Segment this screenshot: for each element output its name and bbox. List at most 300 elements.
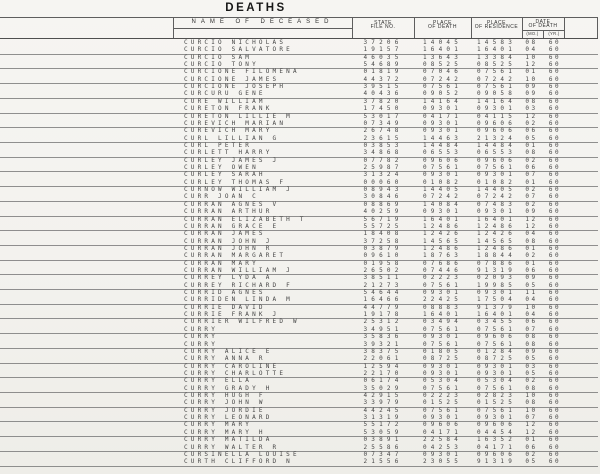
state-file-no-cell: 19178 [363,311,403,319]
name-cell: CURNOW WILLIAM J [184,186,293,194]
name-cell: CURREY RICHARD F [184,281,293,289]
state-file-no-cell: 23615 [363,134,403,142]
name-cell: CURRY ANNA R [184,355,266,363]
table-row [0,76,598,83]
place-of-residence-cell: 14565 [476,237,517,245]
place-of-residence-cell: 09301 [476,208,517,216]
death-month-cell: 07 [525,171,538,179]
place-of-death-cell: 09301 [422,289,463,297]
state-file-no-cell: 07782 [363,156,403,164]
death-month-cell: 10 [525,53,538,61]
name-cell: CURRIER WILFRED W [184,318,300,326]
place-of-death-cell: 07561 [422,83,463,91]
place-of-residence-cell: 19985 [476,281,517,289]
name-cell: CURL LILLIAN G [184,134,280,142]
column-header-month: (MO.) [526,31,539,36]
death-month-cell: 10 [525,392,538,400]
name-cell: CURCURU GENE [184,90,266,98]
state-file-no-cell: 07347 [363,450,403,458]
state-file-no-cell: 42915 [363,392,403,400]
state-file-no-cell: 22170 [363,369,403,377]
name-cell: CURRY [184,333,219,341]
death-month-cell: 12 [525,61,538,69]
table-row [0,164,598,171]
state-file-no-cell: 08943 [363,186,403,194]
death-year-cell: 60 [548,186,562,194]
death-year-cell: 60 [548,289,562,297]
place-of-residence-cell: 09058 [476,90,517,98]
place-of-residence-cell: 13384 [476,53,517,61]
state-file-no-cell: 26748 [363,127,403,135]
place-of-death-cell: 07561 [422,164,463,172]
death-year-cell: 60 [548,311,562,319]
place-of-death-cell: 14463 [422,134,463,142]
place-of-residence-cell: 09606 [476,119,517,127]
table-row [0,61,598,68]
table-row [0,399,598,406]
death-year-cell: 60 [548,325,562,333]
death-month-cell: 02 [525,377,538,385]
state-file-no-cell: 03891 [363,436,403,444]
state-file-no-cell: 54644 [363,289,403,297]
place-of-residence-cell: 18844 [476,252,517,260]
death-month-cell: 01 [525,259,538,267]
death-year-cell: 60 [548,318,562,326]
state-file-no-cell: 25312 [363,318,403,326]
place-of-death-cell: 09301 [422,127,463,135]
place-of-residence-cell: 04115 [476,112,517,120]
death-month-cell: 03 [525,105,538,113]
death-year-cell: 60 [548,208,562,216]
place-of-death-cell: 07446 [422,267,463,274]
table-row [0,127,598,134]
name-cell: CURSINELLA LOUISE [184,450,300,458]
death-month-cell: 08 [525,340,538,348]
death-month-cell: 10 [525,75,538,83]
place-of-death-cell: 01082 [422,178,463,186]
death-year-cell: 60 [548,149,562,157]
name-cell: CURRY LEONARD [184,414,273,422]
table-row [0,414,598,421]
table-row [0,223,598,230]
death-year-cell: 60 [548,333,562,341]
death-year-cell: 60 [548,178,562,186]
state-file-no-cell: 37820 [363,97,403,105]
death-year-cell: 60 [548,90,562,98]
state-file-no-cell: 25987 [363,164,403,172]
name-cell: CURCIONE FILOMENA [184,68,300,76]
name-cell: CURRAN MARY [184,259,259,267]
place-of-residence-cell: 12426 [476,230,517,238]
state-file-no-cell: 25586 [363,443,403,451]
table-row [0,451,598,458]
place-of-death-cell: 09301 [422,208,463,216]
death-month-cell: 12 [525,222,538,230]
place-of-death-cell: 09301 [422,369,463,377]
table-row [0,90,598,97]
state-file-no-cell: 37206 [363,39,403,46]
state-file-no-cell: 30846 [363,193,403,201]
death-year-cell: 60 [548,458,562,466]
table-row [0,377,598,384]
death-month-cell: 12 [525,215,538,223]
name-cell: CURLEY THOMAS F [184,178,287,186]
death-month-cell: 11 [525,289,538,297]
header-vrule-date-right [564,17,565,38]
place-of-residence-cell: 16352 [476,436,517,444]
place-of-death-cell: 14565 [422,237,463,245]
name-cell: CURRAN JOHN J [184,237,273,245]
place-of-residence-cell: 07561 [476,406,517,414]
death-year-cell: 60 [548,406,562,414]
name-cell: CURRY ELLA [184,377,253,385]
state-file-no-cell: 16466 [363,296,403,304]
death-year-cell: 60 [548,75,562,83]
table-row [0,282,598,289]
death-month-cell: 06 [525,267,538,274]
table-row [0,98,598,105]
death-month-cell: 07 [525,325,538,333]
place-of-death-cell: 09606 [422,156,463,164]
death-month-cell: 08 [525,97,538,105]
place-of-residence-cell: 14484 [476,141,517,149]
place-of-death-cell: 12486 [422,222,463,230]
table-row [0,436,598,443]
state-file-no-cell: 38511 [363,274,403,282]
place-of-residence-cell: 04454 [476,428,517,436]
name-cell: CURRAN ELIZABETH T [184,215,307,223]
state-file-no-cell: 03879 [363,244,403,252]
place-of-death-cell: 14405 [422,186,463,194]
death-year-cell: 60 [548,355,562,363]
name-cell: CURRAN MARGARET [184,252,287,260]
name-cell: CURCIONE JOSEPH [184,83,287,91]
place-of-death-cell: 06553 [422,149,463,157]
place-of-death-cell: 14045 [422,39,463,46]
death-month-cell: 10 [525,406,538,414]
header-top-rule [0,17,598,18]
table-row [0,68,598,75]
state-file-no-cell: 31319 [363,414,403,422]
death-year-cell: 60 [548,237,562,245]
place-of-death-cell: 09301 [422,414,463,422]
place-of-death-cell: 23055 [422,458,463,466]
place-of-death-cell: 14164 [422,97,463,105]
place-of-residence-cell: 17504 [476,296,517,304]
place-of-residence-cell: 07561 [476,384,517,392]
place-of-residence-cell: 02823 [476,392,517,400]
name-cell: CURRIE DAVID [184,303,266,311]
place-of-residence-cell: 08525 [476,61,517,69]
state-file-no-cell: 53059 [363,428,403,436]
state-file-no-cell: 53017 [363,112,403,120]
state-file-no-cell: 21273 [363,281,403,289]
name-cell: CURTH CLIFFORD N [184,458,293,466]
name-cell: CURRAN JOHN R [184,244,273,252]
death-month-cell: 02 [525,450,538,458]
death-year-cell: 60 [548,252,562,260]
death-year-cell: 60 [548,303,562,311]
place-of-residence-cell: 09301 [476,414,517,422]
name-cell: CURCIO TONY [184,61,259,69]
death-year-cell: 60 [548,222,562,230]
table-row [0,333,598,340]
place-of-residence-cell: 03455 [476,318,517,326]
column-header-date-of-death: DATE OF DEATH [528,18,558,30]
place-of-residence-cell: 07561 [476,340,517,348]
place-of-death-cell: 13643 [422,53,463,61]
death-year-cell: 60 [548,436,562,444]
table-row [0,304,598,311]
table-row [0,149,598,156]
death-month-cell: 05 [525,134,538,142]
state-file-no-cell: 01819 [363,68,403,76]
table-row [0,267,598,274]
name-cell: CURRY ALICE E [184,347,273,355]
name-cell: CURCIO SAM [184,53,253,61]
state-file-no-cell: 07349 [363,119,403,127]
table-row [0,238,598,245]
place-of-residence-cell: 09606 [476,333,517,341]
name-cell: CURETON LILLIE M [184,112,293,120]
place-of-residence-cell: 07561 [476,164,517,172]
state-file-no-cell: 34868 [363,149,403,157]
place-of-residence-cell: 91319 [476,458,517,466]
table-row [0,157,598,164]
death-year-cell: 60 [548,392,562,400]
death-year-cell: 60 [548,428,562,436]
table-row [0,113,598,120]
table-row [0,348,598,355]
death-year-cell: 60 [548,193,562,201]
table-row [0,120,598,127]
death-month-cell: 08 [525,399,538,407]
place-of-residence-cell: 08725 [476,355,517,363]
state-file-no-cell: 31324 [363,171,403,179]
table-row [0,260,598,267]
place-of-death-cell: 09301 [422,119,463,127]
name-cell: CURLETT HARRY [184,149,273,157]
death-year-cell: 60 [548,141,562,149]
place-of-residence-cell: 01082 [476,178,517,186]
place-of-residence-cell: 07886 [476,259,517,267]
state-file-no-cell: 46035 [363,53,403,61]
state-file-no-cell: 37258 [363,237,403,245]
place-of-death-cell: 16401 [422,46,463,54]
death-month-cell: 02 [525,119,538,127]
table-row [0,135,598,142]
table-row [0,54,598,61]
death-month-cell: 08 [525,39,538,46]
state-file-no-cell: 03853 [363,141,403,149]
death-month-cell: 09 [525,208,538,216]
death-year-cell: 60 [548,362,562,370]
state-file-no-cell: 55725 [363,222,403,230]
death-year-cell: 60 [548,281,562,289]
death-month-cell: 09 [525,347,538,355]
state-file-no-cell: 40436 [363,90,403,98]
place-of-death-cell: 09301 [422,333,463,341]
table-row [0,363,598,370]
place-of-death-cell: 02223 [422,274,463,282]
death-year-cell: 60 [548,39,562,46]
table-row [0,289,598,296]
death-year-cell: 60 [548,215,562,223]
state-file-no-cell: 09610 [363,252,403,260]
death-month-cell: 06 [525,164,538,172]
place-of-death-cell: 16401 [422,215,463,223]
column-header-place-of-residence: PLACE OF RESIDENCE [474,19,519,31]
place-of-residence-cell: 05304 [476,377,517,385]
place-of-residence-cell: 04171 [476,443,517,451]
name-cell: CURCIO SALVATORE [184,46,293,54]
table-row [0,39,598,46]
name-cell: CUREVICH MARIAN [184,119,287,127]
place-of-residence-cell: 07242 [476,193,517,201]
place-of-death-cell: 07046 [422,68,463,76]
death-year-cell: 60 [548,230,562,238]
death-month-cell: 06 [525,443,538,451]
state-file-no-cell: 26502 [363,267,403,274]
death-year-cell: 60 [548,68,562,76]
header-vrule-outer-right [597,17,598,38]
table-row [0,341,598,348]
place-of-residence-cell: 16401 [476,311,517,319]
place-of-residence-cell: 07561 [476,325,517,333]
place-of-death-cell: 08525 [422,61,463,69]
death-month-cell: 09 [525,274,538,282]
death-year-cell: 60 [548,83,562,91]
place-of-death-cell: 04171 [422,112,463,120]
death-year-cell: 60 [548,421,562,429]
table-body [0,39,598,466]
state-file-no-cell: 56719 [363,215,403,223]
table-row [0,201,598,208]
page-title: DEATHS [225,2,287,14]
name-cell: CURRIDEN LINDA M [184,296,293,304]
state-file-no-cell: 40259 [363,208,403,216]
table-row [0,296,598,303]
place-of-death-cell: 04171 [422,428,463,436]
place-of-residence-cell: 09301 [476,289,517,297]
death-month-cell: 09 [525,90,538,98]
name-cell: CUREVICH MARY [184,127,273,135]
table-row [0,83,598,90]
state-file-no-cell: 35029 [363,384,403,392]
place-of-death-cell: 14484 [422,141,463,149]
death-month-cell: 03 [525,362,538,370]
name-cell: CURRY JOHN W [184,399,266,407]
name-cell: CURRAN JAMES [184,230,266,238]
death-month-cell: 12 [525,421,538,429]
death-month-cell: 08 [525,237,538,245]
death-year-cell: 60 [548,171,562,179]
name-cell: CURRY [184,340,219,348]
place-of-residence-cell: 14583 [476,39,517,46]
state-file-no-cell: 08869 [363,200,403,208]
place-of-death-cell: 08883 [422,303,463,311]
column-header-year: (YR.) [548,31,560,36]
place-of-residence-cell: 07483 [476,200,517,208]
death-year-cell: 60 [548,244,562,252]
name-cell: CURRAN ARTHUR [184,208,273,216]
state-file-no-cell: 44245 [363,406,403,414]
death-month-cell: 04 [525,311,538,319]
death-year-cell: 60 [548,267,562,274]
place-of-death-cell: 09301 [422,450,463,458]
death-month-cell: 01 [525,436,538,444]
state-file-no-cell: 33979 [363,399,403,407]
table-row [0,186,598,193]
death-month-cell: 06 [525,127,538,135]
death-year-cell: 60 [548,134,562,142]
death-year-cell: 60 [548,259,562,267]
death-year-cell: 60 [548,156,562,164]
place-of-residence-cell: 07561 [476,68,517,76]
name-cell: CURRY CAROLINE [184,362,280,370]
place-of-death-cell: 07561 [422,406,463,414]
state-file-no-cell: 54689 [363,61,403,69]
name-cell: CURL PETER [184,141,253,149]
death-year-cell: 60 [548,119,562,127]
place-of-death-cell: 12426 [422,230,463,238]
death-month-cell: 08 [525,384,538,392]
place-of-death-cell: 02223 [422,392,463,400]
place-of-residence-cell: 09301 [476,369,517,377]
place-of-death-cell: 09301 [422,362,463,370]
death-month-cell: 02 [525,186,538,194]
place-of-residence-cell: 01525 [476,399,517,407]
death-year-cell: 60 [548,112,562,120]
name-cell: CURCIONE JAMES [184,75,280,83]
death-month-cell: 10 [525,303,538,311]
place-of-residence-cell: 16401 [476,215,517,223]
place-of-death-cell: 08725 [422,355,463,363]
state-file-no-cell: 55172 [363,421,403,429]
death-month-cell: 04 [525,230,538,238]
death-year-cell: 60 [548,340,562,348]
state-file-no-cell: 34951 [363,325,403,333]
column-header-name: NAME OF DECEASED [191,19,334,25]
name-cell: CURRY CHARLOTTE [184,369,287,377]
state-file-no-cell: 17450 [363,105,403,113]
place-of-death-cell: 09301 [422,105,463,113]
place-of-death-cell: 07242 [422,75,463,83]
death-month-cell: 02 [525,252,538,260]
table-row [0,311,598,318]
place-of-death-cell: 07561 [422,384,463,392]
table-row [0,171,598,178]
death-month-cell: 04 [525,46,538,54]
death-month-cell: 01 [525,244,538,252]
name-cell: CURRY GRADY H [184,384,273,392]
death-year-cell: 60 [548,369,562,377]
death-month-cell: 01 [525,68,538,76]
place-of-residence-cell: 09301 [476,105,517,113]
row-separator-rule [0,466,598,467]
death-year-cell: 60 [548,274,562,282]
place-of-residence-cell: 09606 [476,421,517,429]
death-year-cell: 60 [548,61,562,69]
table-row [0,216,598,223]
name-cell: CURRAN GRACE E [184,222,280,230]
state-file-no-cell: 01958 [363,259,403,267]
death-month-cell: 08 [525,333,538,341]
state-file-no-cell: 18408 [363,230,403,238]
death-month-cell: 12 [525,112,538,120]
table-row [0,421,598,428]
name-cell: CURR JOAN C [184,193,259,201]
